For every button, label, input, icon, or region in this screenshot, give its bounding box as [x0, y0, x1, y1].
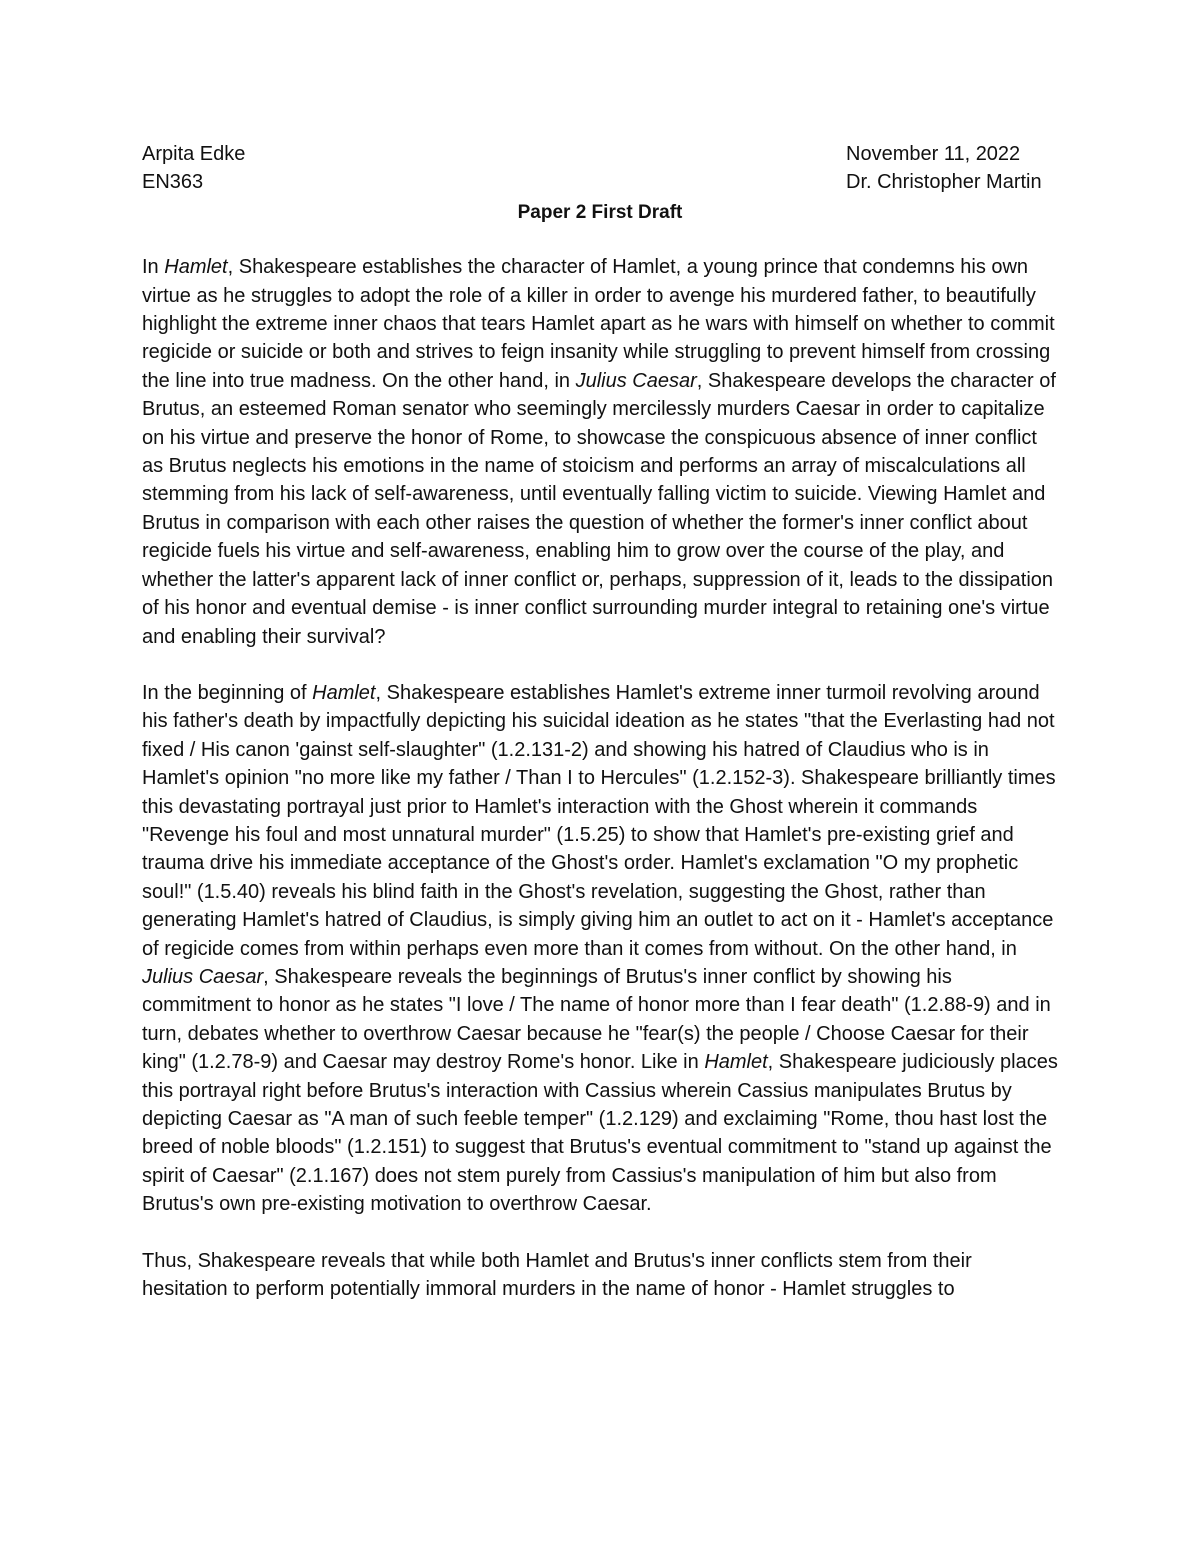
- italic-title: Hamlet: [312, 681, 376, 704]
- paragraph-text: , Shakespeare develops the character of Brutus, an esteemed Roman senator who seemingly mercilessly murders Caesar in order to capitalize on his virtue and preserve the honor of Rome, to showcase the conspicuous absence of inner conflict as Brutus neglects his emotions in the name of stoicism and performs an array of miscalculations all stemming from his lack of self-awareness, until eventually falling victim to suicide. Viewing Hamlet and Brutus in comparison with each other raises the question of whether the former's inner conflict about regicide fuels his virtue and self-awareness, enabling him to grow over the course of the play, and whether the latter's apparent lack of inner conflict or, perhaps, suppression of it, leads to the dissipation of his honor and eventual demise - is inner conflict surrounding murder integral to retaining one's virtue and enabling their survival?: [142, 369, 1056, 648]
- paragraph-text: , Shakespeare reveals the beginnings of Brutus's inner conflict by showing his commitment to honor as he states "I love / The name of honor more than I fear death" (1.2.88-9) and in turn, debates whether to overthrow Caesar because he "fear(s) the people / Choose Caesar for their king" (1.2.78-9) and Caesar may destroy Rome's honor. Like in: [142, 965, 1051, 1074]
- paragraph-text: , Shakespeare judiciously places this portrayal right before Brutus's interaction with Cassius wherein Cassius manipulates Brutus by depicting Caesar as "A man of such feeble temper" (1.2.129) and exclaiming "Rome, thou hast lost the breed of noble bloods" (1.2.151) to suggest that Brutus's eventual commitment to "stand up against the spirit of Caesar" (2.1.167) does not stem purely from Cassius's manipulation of him but also from Brutus's own pre-existing motivation to overthrow Caesar.: [142, 1051, 1058, 1216]
- paper-title: Paper 2 First Draft: [517, 201, 683, 223]
- paragraph-2: [142, 679, 1058, 1219]
- document-page: [142, 140, 1058, 1331]
- italic-title: Hamlet: [704, 1051, 768, 1074]
- paragraph-3: [142, 1247, 1058, 1304]
- header-row-2: [142, 168, 1058, 196]
- paper-date: November 11, 2022: [846, 143, 1021, 165]
- author-name: Arpita Edke: [142, 143, 246, 165]
- paragraph-text: In: [142, 256, 165, 279]
- course-code: EN363: [142, 171, 204, 194]
- header-row-1: [142, 140, 1058, 168]
- paragraph-text: , Shakespeare establishes the character of Hamlet, a young prince that condemns his own virtue as he struggles to adopt the role of a killer in order to avenge his murdered father, to beautifully highlight the extreme inner chaos that tears Hamlet apart as he wars with himself on whether to commit regicide or suicide or both and strives to feign insanity while struggling to prevent himself from crossing the line into true madness. On the other hand, in: [142, 256, 1055, 392]
- paragraph-text: , Shakespeare establishes Hamlet's extreme inner turmoil revolving around his father's death by impactfully depicting his suicidal ideation as he states "that the Everlasting had not fixed / His canon 'gainst self-slaughter" (1.2.131-2) and showing his hatred of Claudius who is in Hamlet's opinion "no more like my father / Than I to Hercules" (1.2.152-3). Shakespeare brilliantly times this devastating portrayal just prior to Hamlet's interaction with the Ghost wherein it commands "Revenge his foul and most unnatural murder" (1.5.25) to show that Hamlet's pre-existing grief and trauma drive his immediate acceptance of the Ghost's order. Hamlet's exclamation "O my prophetic soul!" (1.5.40) reveals his blind faith in the Ghost's revelation, suggesting the Ghost, rather than generating Hamlet's hatred of Claudius, is simply giving him an outlet to act on it - Hamlet's acceptance of regicide comes from within perhaps even more than it comes from without. On the other hand, in: [142, 681, 1056, 960]
- instructor-name: Dr. Christopher Martin: [846, 171, 1042, 194]
- paragraph-text: Thus, Shakespeare reveals that while both Hamlet and Brutus's inner conflicts stem from their hesitation to perform potentially immoral murders in the name of honor - Hamlet struggles to: [142, 1249, 972, 1301]
- italic-title: Hamlet: [164, 256, 228, 279]
- italic-title: Julius Caesar: [142, 965, 264, 988]
- paragraph-text: In the beginning of: [142, 681, 313, 704]
- paragraph-1: [142, 253, 1058, 651]
- body-text: [142, 253, 1058, 1303]
- italic-title: Julius Caesar: [575, 369, 697, 392]
